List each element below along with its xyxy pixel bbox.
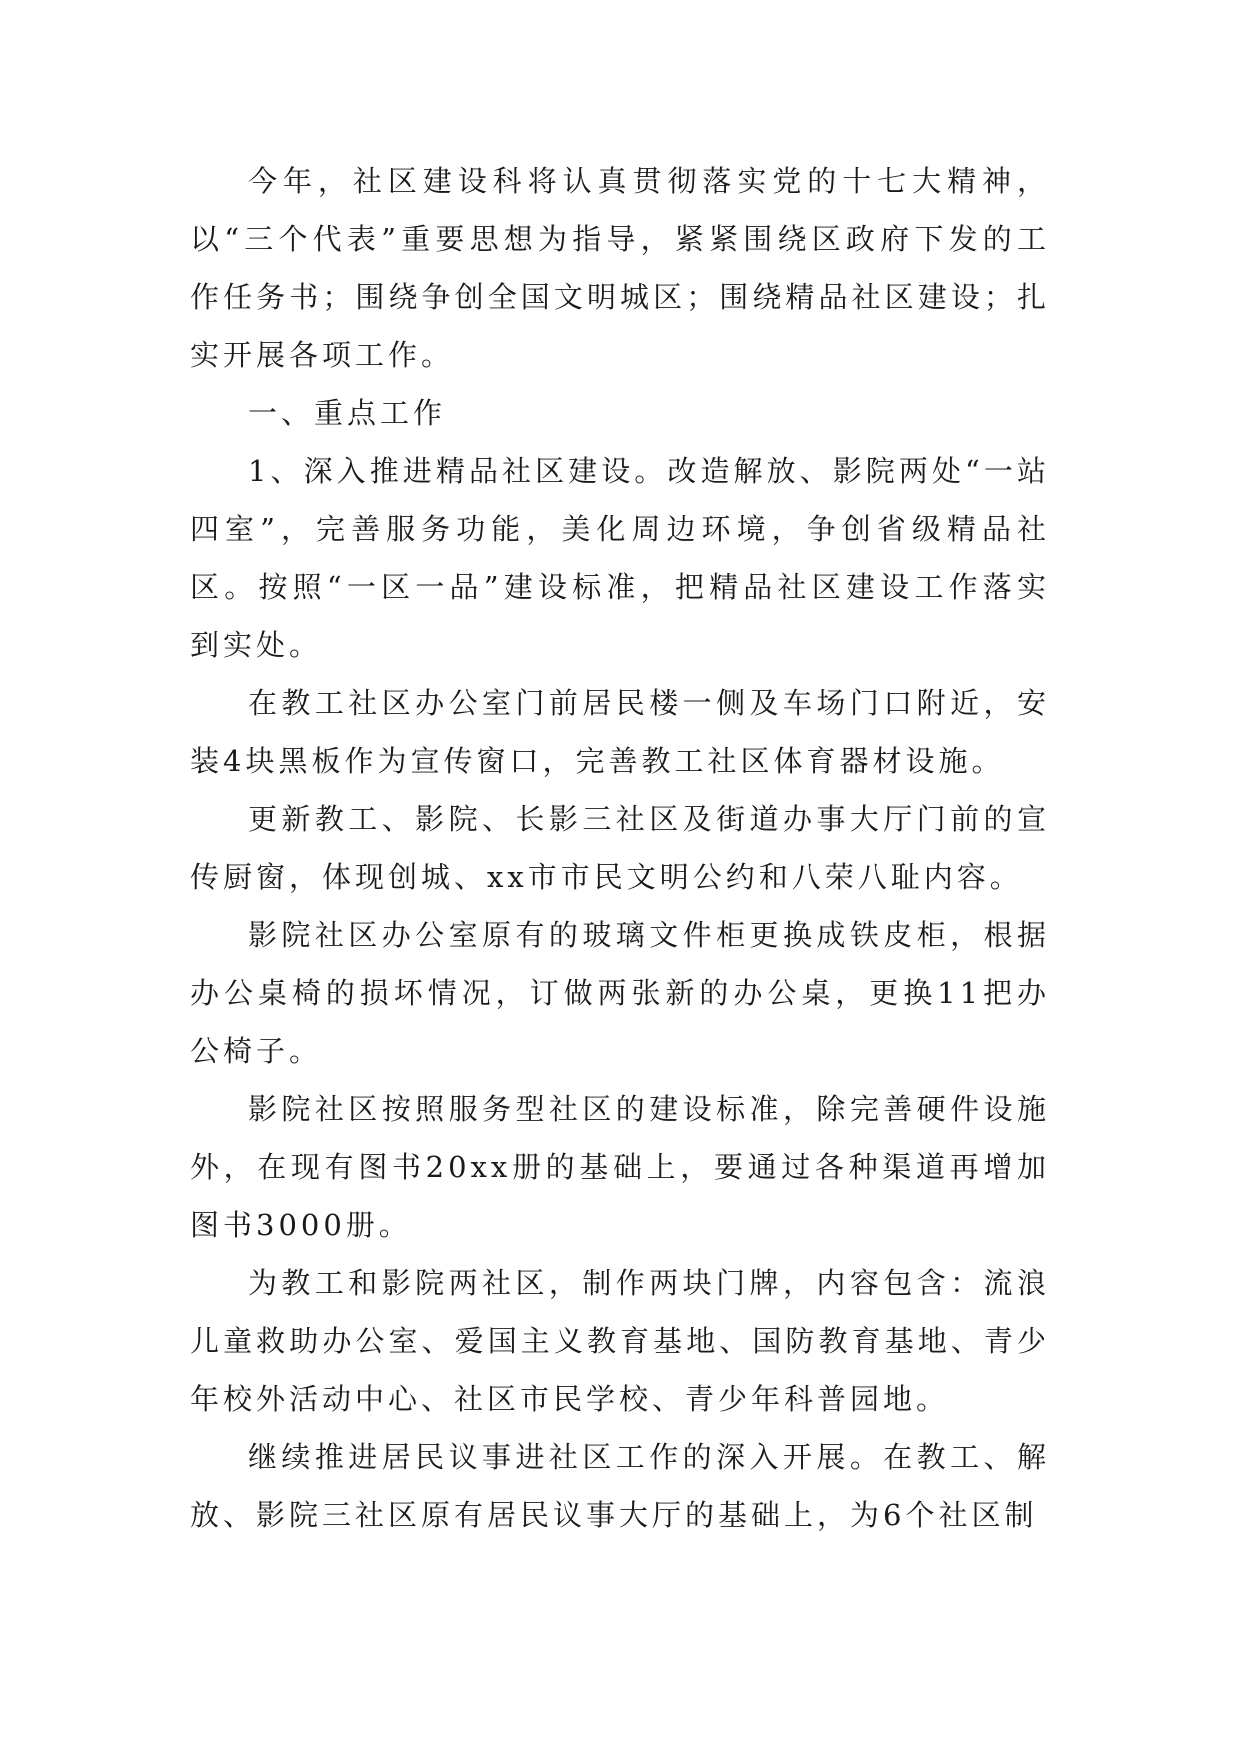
paragraph-item-1: 1、深入推进精品社区建设。改造解放、影院两处“一站四室”，完善服务功能，美化周边环境，争创省级精品社区。按照“一区一品”建设标准，把精品社区建设工作落实到实处。	[190, 454, 1050, 662]
section-heading: 一、重点工作	[248, 396, 447, 430]
paragraph-residents-council: 继续推进居民议事进社区工作的深入开展。在教工、解放、影院三社区原有居民议事大厅的基础上，为6个社区制	[190, 1440, 1050, 1532]
paragraph-furniture: 影院社区办公室原有的玻璃文件柜更换成铁皮柜，根据办公桌椅的损坏情况，订做两张新的办公桌，更换11把办公椅子。	[190, 918, 1050, 1068]
paragraph-blackboard: 在教工社区办公室门前居民楼一侧及车场门口附近，安装4块黑板作为宣传窗口，完善教工社区体育器材设施。	[190, 686, 1050, 778]
paragraph-showcase: 更新教工、影院、长影三社区及街道办事大厅门前的宣传厨窗，体现创城、xx市市民文明公约和八荣八耻内容。	[190, 802, 1050, 894]
document-page	[190, 152, 1050, 1544]
intro-paragraph: 今年，社区建设科将认真贯彻落实党的十七大精神，以“三个代表”重要思想为指导，紧紧围绕区政府下发的工作任务书；围绕争创全国文明城区；围绕精品社区建设；扎实开展各项工作。	[190, 164, 1050, 372]
paragraph-signboards: 为教工和影院两社区，制作两块门牌，内容包含：流浪儿童救助办公室、爱国主义教育基地、国防教育基地、青少年校外活动中心、社区市民学校、青少年科普园地。	[190, 1266, 1050, 1416]
paragraph-books: 影院社区按照服务型社区的建设标准，除完善硬件设施外，在现有图书20xx册的基础上，要通过各种渠道再增加图书3000册。	[190, 1092, 1050, 1242]
